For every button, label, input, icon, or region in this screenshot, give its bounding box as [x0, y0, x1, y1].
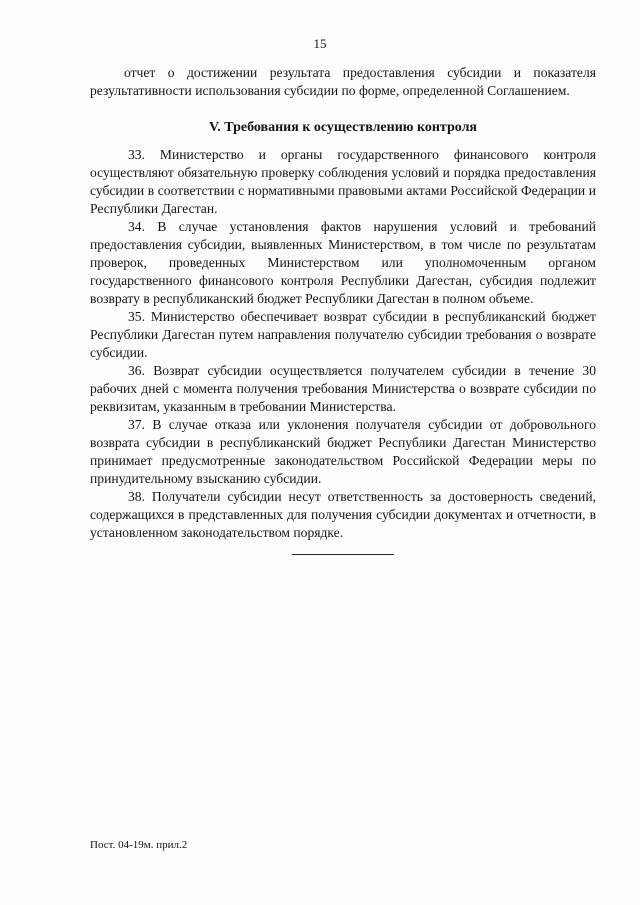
paragraph-35: 35. Министерство обеспечивает возврат субсидии в республиканский бюджет Республики Дагестан путем направления получателю субсидии требования о возврате субсидии.: [90, 309, 596, 360]
paragraph-37: 37. В случае отказа или уклонения получателя субсидии от добровольного возврата субсидии в республиканский бюджет Республики Дагестан Министерство принимает предусмотренные законодательством Российской Федерации меры по принудительному взысканию субсидии.: [90, 417, 596, 486]
paragraph-36: 36. Возврат субсидии осуществляется получателем субсидии в течение 30 рабочих дней с момента получения требования Министерства о возврате субсидии по реквизитам, указанным в требовании Министерства.: [90, 363, 596, 414]
paragraph-34: 34. В случае установления фактов нарушения условий и требований предоставления субсидии, выявленных Министерством, в том числе по результатам проверок, проведенных Министерством или уполномоченным органом государственного финансового контроля Республики Дагестан, субсидия подлежит возврату в республиканский бюджет Республики Дагестан в полном объеме.: [90, 219, 596, 306]
page-number: 15: [313, 36, 327, 51]
section-heading: V. Требования к осуществлению контроля: [208, 120, 478, 135]
footer-note: Пост. 04-19м. прил.2: [90, 839, 188, 851]
paragraph-33: 33. Министерство и органы государственного финансового контроля осуществляют обязательную проверку соблюдения условий и порядка предоставления субсидии в соответствии с нормативными правовыми актами Российской Федерации и Республики Дагестан.: [90, 147, 596, 216]
paragraph-38: 38. Получатели субсидии несут ответственность за достоверность сведений, содержащихся в представленных для получения субсидии документах и отчетности, в установленном законодательством порядке.: [90, 489, 596, 540]
end-of-text-rule: [292, 554, 394, 555]
intro-paragraph: отчет о достижении результата предоставления субсидии и показателя результативности использования субсидии по форме, определенной Соглашением.: [90, 65, 596, 98]
document-body: [90, 64, 596, 555]
